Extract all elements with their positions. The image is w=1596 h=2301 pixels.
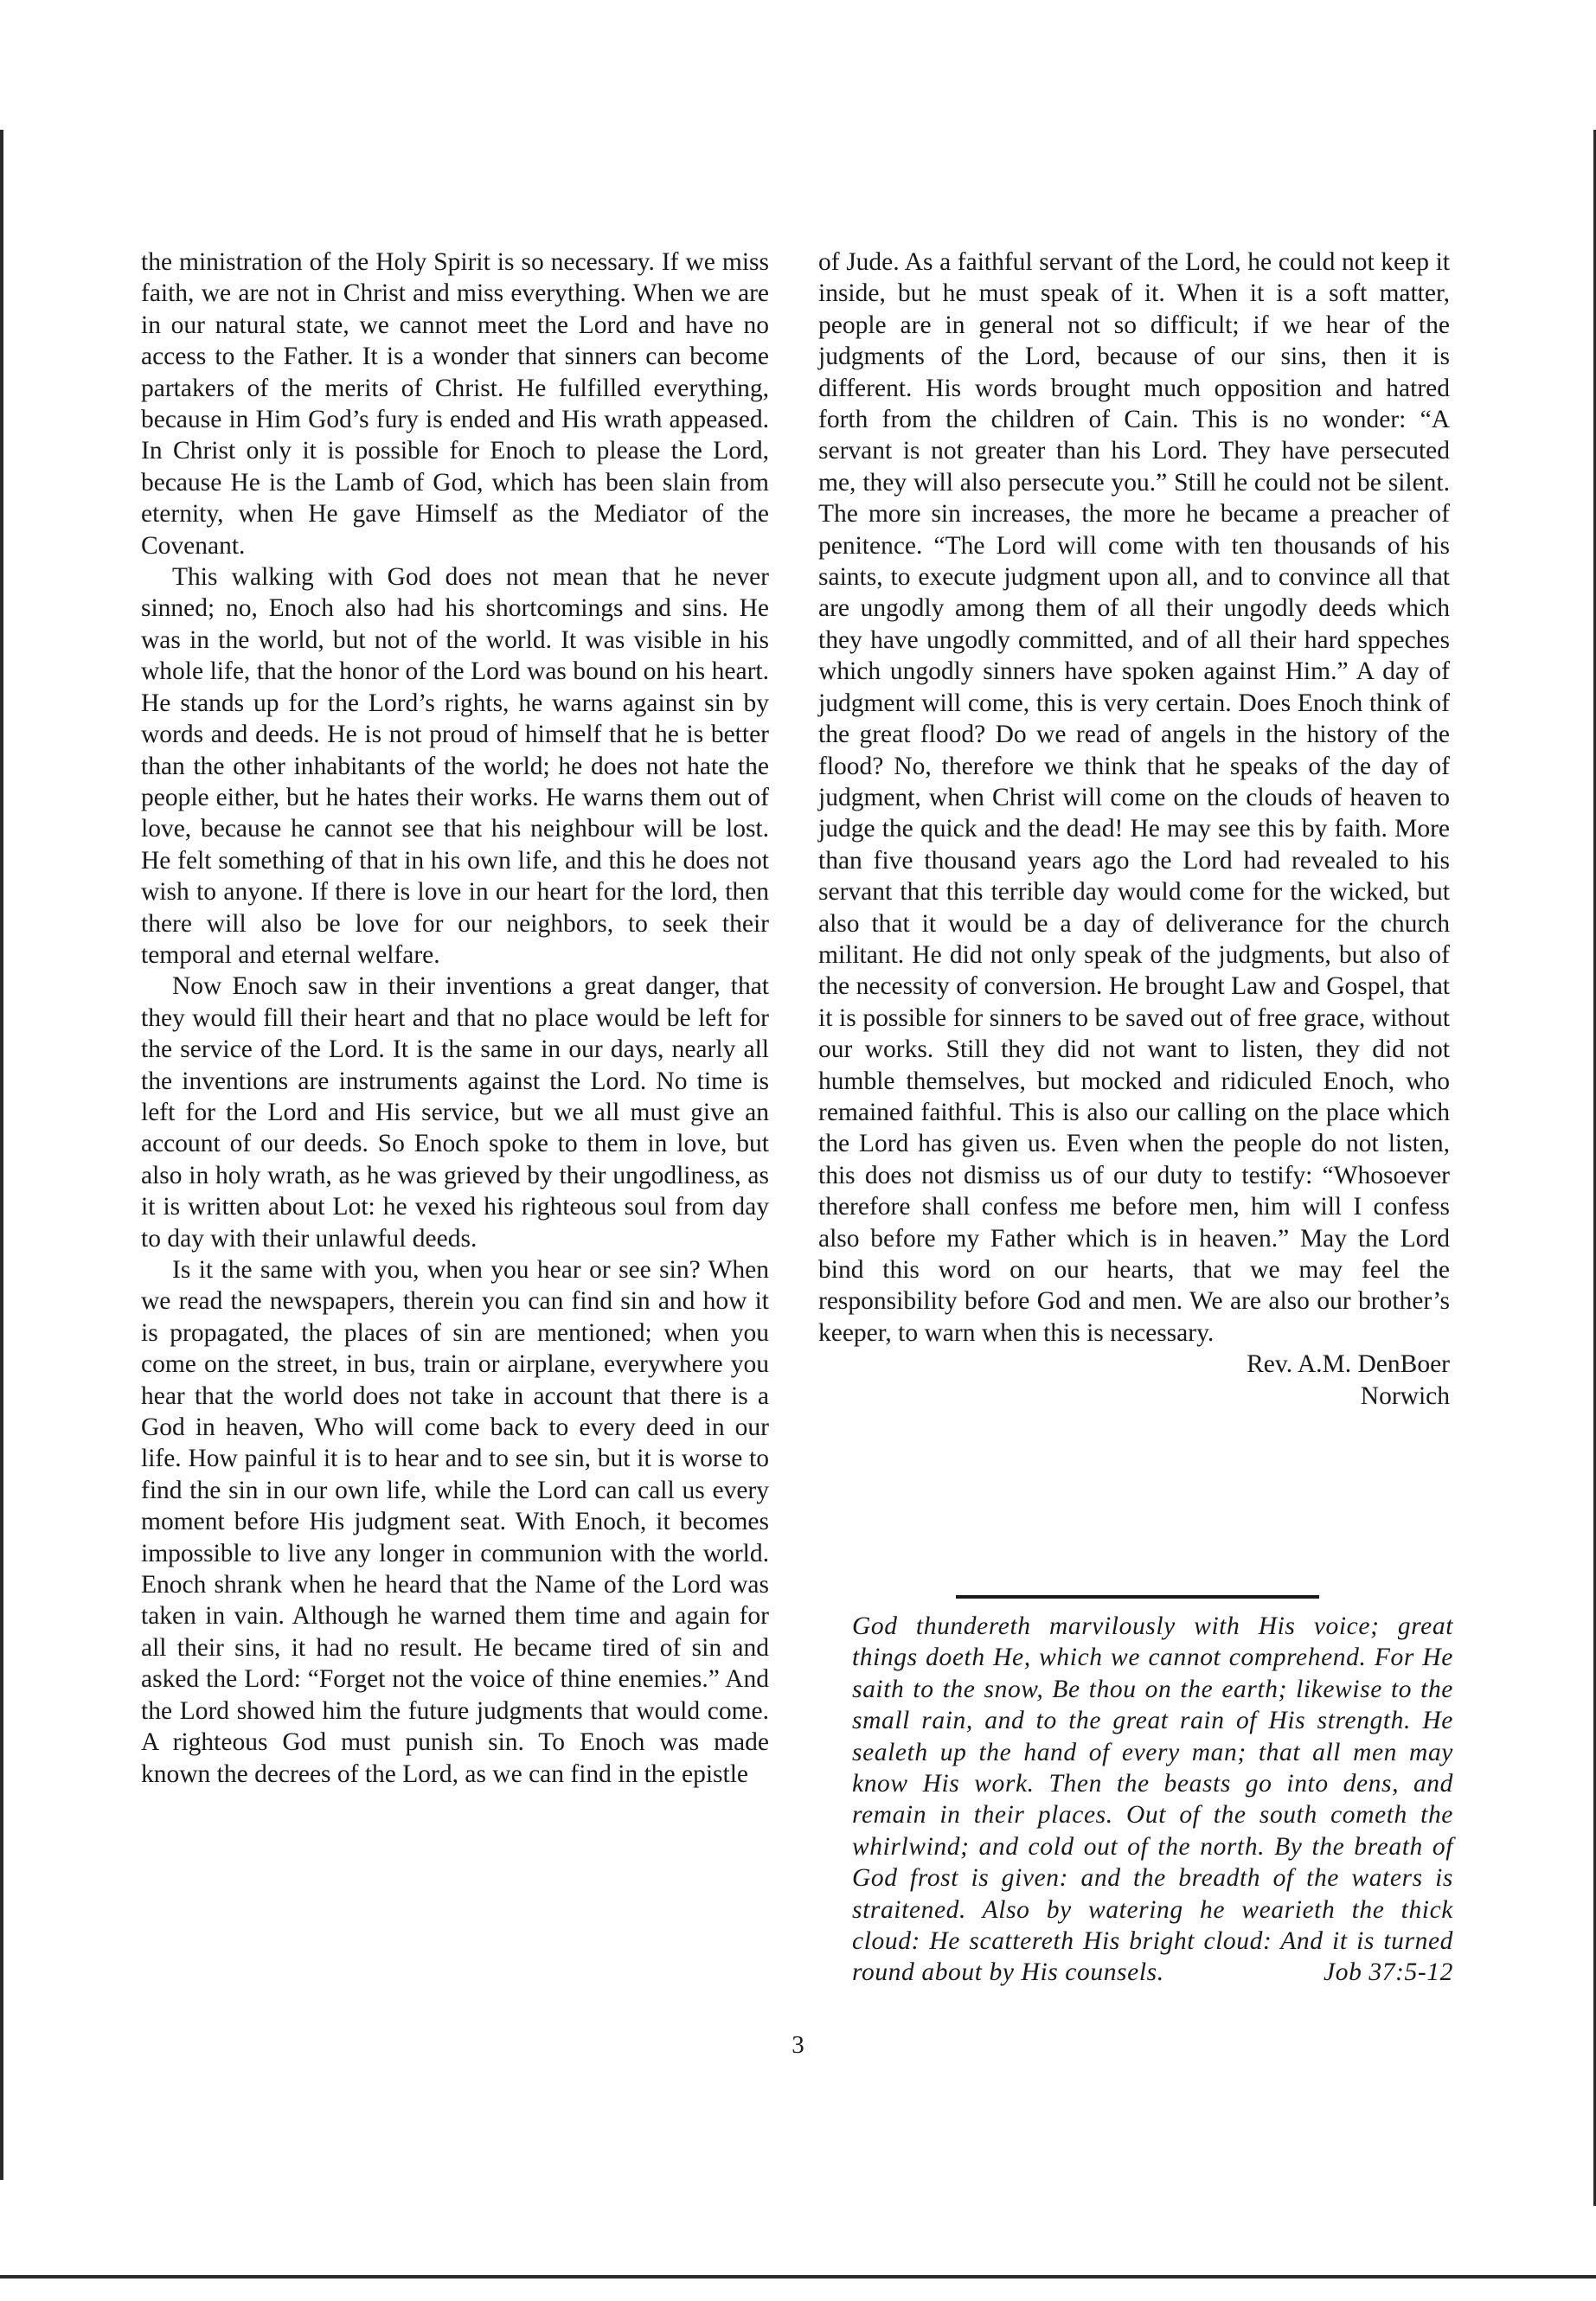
page-number: 3 (792, 2031, 804, 2059)
left-paragraph-1: the ministration of the Holy Spirit is so necessary. If we miss faith, we are not in Christ and miss everything. When we are in our natural state, we cannot meet the Lord and have no access to the Father. It is a wonder that sinners can become partakers of the merits of Christ. He fulfilled everything, because in Him God’s fury is ended and His wrath appeased. In Christ only it is possible for Enoch to please the Lord, because He is the Lamb of God, which has been slain from eternity, when He gave Himself as the Mediator of the Covenant. (141, 248, 769, 560)
page-edge-left (0, 130, 3, 2180)
right-column (818, 247, 1450, 1412)
page-edge-bottom (0, 2275, 1596, 2279)
scripture-reference: Job 37:5-12 (1324, 1958, 1453, 1987)
scripture-text: God thundereth marvilously with His voice; great things doeth He, which we cannot comprehend. For He saith to the snow, Be thou on the earth; likewise to the small rain, and to the great rain of His strength. He sealeth up the hand of every man; that all men may know His work. Then the beasts go into dens, and remain in their places. Out of the south cometh the whirlwind; and cold out of the north. By the breath of God frost is given: and the breadth of the waters is straitened. Also by watering he wearieth the thick cloud: He scattereth His bright cloud: And it is turned round about by His counsels. (852, 1612, 1453, 1987)
left-paragraph-3: Now Enoch saw in their inventions a great danger, that they would fill their heart and that no place would be left for the service of the Lord. It is the same in our days, nearly all the inventions are instruments against the Lord. No time is left for the Lord and His service, but we all must give an account of our deeds. So Enoch spoke to them in love, but also in holy wrath, as he was grieved by their ungodliness, as it is written about Lot: he vexed his righteous soul from day to day with their unlawful deeds. (141, 972, 769, 1253)
left-paragraph-4: Is it the same with you, when you hear or see sin? When we read the newspapers, therein you can find sin and how it is propagated, the places of sin are mentioned; when you come on the street, in bus, train or airplane, everywhere you hear that the world does not take in account that there is a God in heaven, Who will come back to every deed in our life. How painful it is to hear and to see sin, but it is worse to find the sin in our own life, while the Lord can call us every moment before His judgment seat. With Enoch, it becomes impossible to live any longer in communion with the world. Enoch shrank when he heard that the Name of the Lord was taken in vain. Although he warned them time and again for all their sins, it had no result. He became tired of sin and asked the Lord: “Forget not the voice of thine enemies.” And the Lord showed him the future judgments that would come. A righteous God must punish sin. To Enoch was made known the decrees of the Lord, as we can find in the epistle (141, 1256, 769, 1788)
scripture-quote (852, 1611, 1453, 1989)
left-paragraph-2: This walking with God does not mean that he never sinned; no, Enoch also had his shortcomings and sins. He was in the world, but not of the world. It was visible in his whole life, that the honor of the Lord was bound on his heart. He stands up for the Lord’s rights, he warns against sin by words and deeds. He is not proud of himself that he is better than the other inhabitants of the world; he does not hate the people either, but he hates their works. He warns them out of love, because he cannot see that his neighbour will be lost. He felt something of that in his own life, and this he does not wish to anyone. If there is love in our heart for the lord, then there will also be love for our neighbors, to seek their temporal and eternal welfare. (141, 563, 769, 969)
right-paragraph-1: of Jude. As a faithful servant of the Lord, he could not keep it inside, but he must speak of it. When it is a soft matter, people are in general not so difficult; if we hear of the judgments of the Lord, because of our sins, then it is different. His words brought much opposition and hatred forth from the children of Cain. This is no wonder: “A servant is not greater than his Lord. They have persecuted me, they will also persecute you.” Still he could not be silent. The more sin increases, the more he became a preacher of penitence. “The Lord will come with ten thousands of his saints, to execute judgment upon all, and to convince all that are ungodly among them of all their ungodly deeds which they have ungodly committed, and of all their hard sppeches which ungodly sinners have spoken against Him.” A day of judgment will come, this is very certain. Does Enoch think of the great flood? Do we read of angels in the history of the flood? No, therefore we think that he speaks of the day of judgment, when Christ will come on the clouds of heaven to judge the quick and the dead! He may see this by faith. More than five thousand years ago the Lord had revealed to his servant that this terrible day would come for the wicked, but also that it would be a day of deliverance for the church militant. He did not only speak of the judgments, but also of the necessity of conversion. He brought Law and Gospel, that it is possible for sinners to be saved out of free grace, without our works. Still they did not want to listen, they did not humble themselves, but mocked and ridiculed Enoch, who remained faithful. This is also our calling on the place which the Lord has given us. Even when the people do not listen, this does not dismiss us of our duty to testify: “Whosoever therefore shall confess me before men, him will I confess also before my Father which is in heaven.” May the Lord bind this word on our hearts, that we may feel the responsibility before God and men. We are also our brother’s keeper, to warn when this is necessary. (818, 248, 1450, 1347)
section-divider (956, 1595, 1319, 1599)
left-column (141, 247, 769, 1790)
signature-place: Norwich (1360, 1381, 1450, 1410)
signature-name: Rev. A.M. DenBoer (1247, 1350, 1450, 1379)
